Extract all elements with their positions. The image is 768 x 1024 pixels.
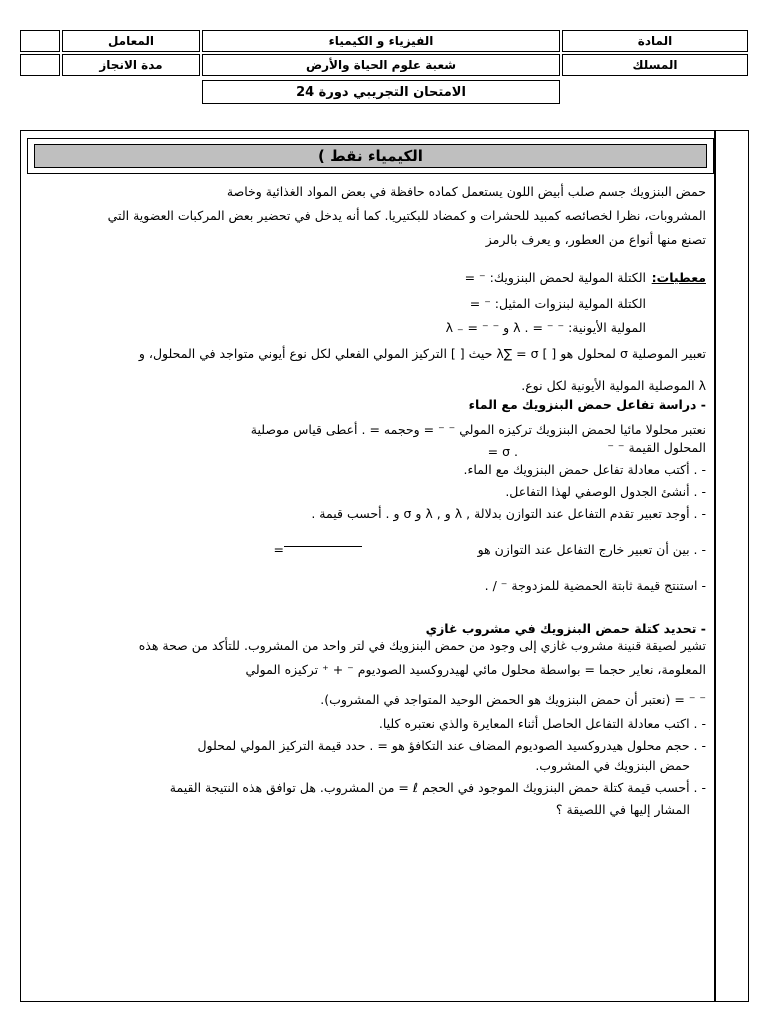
intro-line-3: تصنع منها أنواع من العطور، و يعرف بالرمز [485, 232, 706, 247]
track-value-text: شعبة علوم الحياة والأرض [306, 58, 457, 72]
part1-line-2: المحلول القيمة ⁻ ⁻ [607, 440, 706, 455]
header-coef-label [62, 30, 200, 52]
exam-title-box [202, 80, 560, 104]
intro-line-2: المشروبات، نظرا لخصائصه كمبيد للحشرات و كمضاد للبكتيريا. كما أنه يدخل في تحضير بعض المركبات العضوية التي [107, 208, 706, 223]
part1-title: - دراسة تفاعل حمض البنزويك مع الماء [468, 397, 706, 412]
data-label: معطيات: [651, 270, 706, 285]
part2-q3: - . أحسب قيمة كتلة حمض البنزويك الموجود في الحجم ℓ = من المشروب. هل توافق هذه النتيجة القيمة [169, 780, 706, 795]
data-line-3: المولية الأيونية: ⁻ ⁻ = . λ و ⁻ ⁻ = ₋ λ [445, 320, 646, 335]
part1-line-3: . σ = [487, 444, 518, 459]
subject-label-text: المادة [637, 34, 673, 48]
part1-q1: - . أكتب معادلة تفاعل حمض البنزويك مع الماء. [463, 462, 706, 477]
track-label-text: المسلك [632, 58, 678, 72]
header-subject-label [562, 30, 748, 52]
part2-q3-cont: المشار إليها في اللصيقة ؟ [555, 802, 690, 817]
part1-q3: - . أوجد تعبير تقدم التفاعل عند التوازن بدلالة , λ و , λ و σ و . أحسب قيمة . [311, 506, 706, 521]
data-line-2: الكتلة المولية لبنزوات المثيل: ⁻ = [469, 296, 646, 311]
margin-divider [714, 130, 716, 1002]
coef-label-text: المعامل [107, 34, 155, 48]
subject-value-text: الفيزياء و الكيمياء [328, 34, 434, 48]
part1-q4: - . بين أن تعبير خارج التفاعل عند التوازن هو [477, 542, 706, 557]
part2-title: - تحديد كتلة حمض البنزويك في مشروب غازي [425, 621, 706, 636]
data-line-1: الكتلة المولية لحمض البنزويك: ⁻ = [464, 270, 646, 285]
section-title: الكيمياء نقط ) [34, 144, 707, 168]
header-duration-label [62, 54, 200, 76]
part2-q1: - . اكتب معادلة التفاعل الحاصل أثناء المعايرة والذي نعتبره كليا. [378, 716, 706, 731]
intro-line-1: حمض البنزويك جسم صلب أبيض اللون يستعمل كماده حافظة في بعض المواد الغذائية وخاصة [226, 184, 706, 199]
header-duration-value [20, 54, 60, 76]
header-subject-value [202, 30, 560, 52]
part2-line-1: تشير لصيقة قنينة مشروب غازي إلى وجود من حمض البنزويك في لتر واحد من المشروب. للتأكد من صحة هذه [138, 638, 706, 653]
part1-q2: - . أنشئ الجدول الوصفي لهذا التفاعل. [505, 484, 706, 499]
exam-title-text: الامتحان التجريبي دورة 24 [296, 84, 466, 100]
data-line-5: λ الموصلية المولية الأيونية لكل نوع. [521, 378, 706, 393]
part1-line-1: نعتبر محلولا مائيا لحمض البنزويك تركيزه المولي ⁻ ⁻ = وحجمه = . أعطى قياس موصلية [250, 422, 706, 437]
part2-q2: - . حجم محلول هيدروكسيد الصوديوم المضاف عند التكافؤ هو = . حدد قيمة التركيز المولي لمحلول [197, 738, 706, 753]
main-frame [20, 130, 749, 1002]
part1-q5: - استنتج قيمة ثابتة الحمضية للمزدوجة ⁻ / . [484, 578, 706, 593]
header-track-label [562, 54, 748, 76]
data-line-4: تعبير الموصلية σ لمحلول هو [ ] λ∑ = σ حيث [ ] التركيز المولي الفعلي لكل نوع أيوني متواجد في المحلول، و [138, 346, 706, 361]
fraction-bar [284, 546, 362, 547]
header-track-value [202, 54, 560, 76]
part2-line-3: ⁻ ⁻ = (نعتبر أن حمض البنزويك هو الحمض الوحيد المتواجد في المشروب). [320, 692, 706, 707]
header-coef-value [20, 30, 60, 52]
part2-line-2: المعلومة، نعاير حجما = بواسطة محلول مائي لهيدروكسيد الصوديوم ⁻ + ⁺ تركيزه المولي [245, 662, 706, 677]
duration-label-text: مدة الانجاز [99, 58, 163, 72]
part2-q2-cont: حمض البنزويك في المشروب. [535, 758, 690, 773]
part1-q4-equals: = [273, 542, 284, 557]
